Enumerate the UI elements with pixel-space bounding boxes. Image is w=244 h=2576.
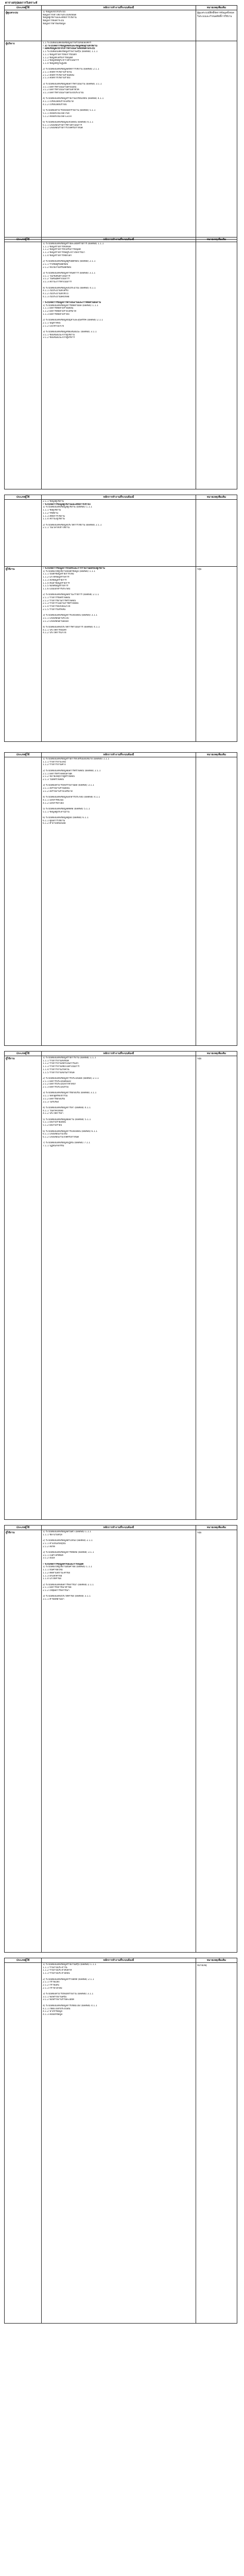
feature-line: 2) ระบบต้องแสดงข้อมูลประวัติการใช้งาน (ผลลัพธ์) 2.1.1: [43, 523, 102, 527]
note-cell: กลุ่ม: [196, 1056, 237, 1520]
note-cell: [196, 757, 237, 1046]
feature-line: 2) ระบบต้องแสดงข้อมูลการประเมินผล (ผลลัพธ์) 2.1.1: [43, 1077, 99, 1080]
feature-line: ข้อมูลผู้ใช้งานและสิทธิ์การใช้งาน: [43, 16, 77, 20]
feature-line: 1.1.3 ข้อมูลรายการที่อยู่ระหว่างพิจารณา: [43, 251, 85, 255]
feature-line: 1.1.2 ติดตามสถานะคำขอ: [43, 1571, 71, 1574]
header-role: ประเภทผู้ใช้: [5, 6, 42, 10]
feature-line: 2.1.1 ผลการพิจารณาคำขอ: [43, 1586, 72, 1589]
feature-line: 2.1.1 ตำแหน่งปัจจุบัน: [43, 1542, 66, 1545]
feature-line: 3.1.2 ข้อเสนอแนะจากผู้บริหาร: [43, 336, 75, 340]
feature-line: 2) ระบบต้องแสดงข้อมูลปัญหาและอุปสรรค (ผลลัพธ์) 2.1.1: [43, 319, 103, 322]
feature-line: 4) ระบบต้องแสดงข้อมูลรายงานเปรียบเทียบ (ผลลัพธ์) 4.1.1: [43, 97, 104, 100]
feature-line: 4.1.2 เปรียบเทียบรายปี: [43, 103, 67, 106]
feature-line: 5.1.2 ผลงานรายปี: [43, 1124, 62, 1127]
feature-line: 3) ระบบต้องแสดงประวัติคำขอ (ผลลัพธ์) 3.1.1: [43, 1595, 91, 1598]
header-note: หมายเหตุเพิ่มเติม: [196, 1052, 237, 1056]
role-cell: [5, 242, 42, 489]
feature-line: 2) ระบบต้องแสดงข้อมูลตำแหน่ง (ผลลัพธ์) 2.1.1: [43, 1539, 93, 1543]
feature-line: 1.1.3 สิทธิ์การใช้งาน: [43, 515, 65, 518]
feature-line: 2.1.1 รายชื่อผู้รับผิดชอบ: [43, 263, 68, 266]
feature-line: 2.1.3 วันที่ตรวจสอบ: [43, 778, 64, 781]
feature-line: 3.1.1 วันเริ่มต้นดำเนินการ: [43, 275, 71, 278]
feature-line: 3) ระบบต้องแสดงข้อมูลการแจ้งเตือน (ผลลัพธ์) 3.1.1: [43, 614, 98, 617]
header-row: [5, 1958, 237, 1963]
feature-line: 4.1.2 งบประมาณที่ใช้ไป: [43, 292, 68, 295]
feature-line: 2.1.2 หน่วยงานที่รับผิดชอบ: [43, 266, 72, 269]
feature-line: 7) ระบบต้องแสดงข้อมูลปฏิทิน (ผลลัพธ์) 7.1.1: [43, 1142, 91, 1145]
feature-line: 1.1.3 ผลการติดตามรายปี: [43, 313, 69, 316]
feature-line: 4.1.2 เอกสารอ้างอิง: [43, 802, 64, 805]
feature-line: 5.1.2 ส่งออกเป็นไฟล์ Excel: [43, 115, 72, 118]
role-cell: ผู้บริหาร: [5, 41, 42, 240]
table-row: [5, 41, 237, 240]
table-row: [5, 1963, 237, 2324]
feature-line: 3) ระบบต้องสามารถพิมพ์รายงาน (ผลลัพธ์) 3.1.1: [43, 1993, 94, 1995]
feature-line: 3.1.2 ส่งรายงานรายไตรมาส: [43, 790, 73, 793]
feature-line: 2.1.2 สังกัด: [43, 1545, 55, 1548]
role-cell: ผู้ใช้งาน: [5, 1530, 42, 1953]
feature-line: 1.1.5 รายการงานที่เกินกำหนด: [43, 1071, 75, 1074]
feature-line: 1) ระบบต้องแสดงข้อมูลรายการงาน (ผลลัพธ์) 1.1.1: [43, 1057, 96, 1059]
feature-line: 3) ระบบต้องแสดงข้อมูลผลการดำเนินงาน (ผลลัพธ์) 3.1.1: [43, 82, 102, 86]
feature-line: 2.1.3 รายการไม่ผ่านการตรวจสอบ: [43, 602, 79, 605]
feature-line: 4) ระบบต้องแสดงข้อมูลงบประมาณ (ผลลัพธ์) 4.1.1: [43, 286, 96, 290]
feature-line: 4.1.2 นำเข้าข้อมูล: [43, 2010, 62, 2013]
feature-line: 1.1.4 ข้อมูลรายการที่ยกเลิก: [43, 254, 72, 257]
feature-line: 1.1.1 บันทึกข้อมูลรายการใหม่: [43, 573, 74, 576]
feature-line: 3.1.3 ผลการดำเนินงานตามงบประมาณ: [43, 91, 84, 94]
note-cell: ผู้ดูแลระบบมีสิทธิ์จัดการข้อมูลทั้งหมดในระบบและกำหนดสิทธิ์การใช้งาน: [196, 10, 237, 41]
feature-line: 1.1.2 รหัสผ่าน: [43, 512, 58, 515]
header-row: [5, 238, 237, 242]
feature-line: 2.1.1 ปัญหาที่พบ: [43, 321, 61, 325]
header-note: หมายเหตุเพิ่มเติม: [196, 1526, 237, 1530]
role-cell: ผู้ดูแลระบบ: [5, 10, 42, 41]
feature-line: 1) ระบบต้องแสดงข้อมูลผู้ใช้งาน (ผลลัพธ์) 1.1.1: [43, 506, 93, 509]
header-row: [5, 753, 237, 757]
requirements-table: [4, 495, 237, 742]
feature-line: 5.1.1 ข้อมูลผู้ประสานงาน: [43, 810, 69, 814]
feature-line: 1.1.6 แนบเอกสารประกอบ: [43, 587, 71, 590]
feature-line: 2.1.3 ผลการประเมินรวม: [43, 1086, 69, 1089]
feature-line: 2) ระบบต้องแสดงข้อมูลสถานะรายการ (ผลลัพธ์) 2.1.1: [43, 594, 99, 597]
header-role: ประเภทผู้ใช้: [5, 753, 42, 757]
header-role: ประเภทผู้ใช้: [5, 238, 42, 242]
feature-line: 1.1.4 สถานะผู้ใช้งาน: [43, 518, 65, 521]
feature-line: ! ระบบจัดการข้อมูลคำขอและการอนุมัติ: [43, 1563, 84, 1566]
feature-line: 1.1.3 รายงานประจำเดือน: [43, 1972, 70, 1975]
note-cell: กลุ่ม: [196, 567, 237, 742]
feature-line: 3) ระบบต้องแสดงข้อมูลข้อเสนอแนะ (ผลลัพธ์) 3.1.1: [43, 331, 97, 333]
feature-line: 6) ระบบต้องแสดงข้อมูลแจ้งเตือน (ผลลัพธ์) 6.1.1: [43, 121, 94, 124]
feature-line: 1.1.1 ชื่อ-นามสกุล: [43, 1533, 62, 1536]
feature-line: 3) ระบบต้องแสดงข้อมูลการฝึกอบรม (ผลลัพธ์) 3.1.1: [43, 1092, 97, 1095]
feature-line: 1.1.1 รายการงานใหม่: [43, 760, 66, 764]
feature-line: 4) ระบบต้องแสดงข้อมูลการเชื่อมโยง (ผลลัพธ์) 4.1.1: [43, 2004, 97, 2007]
header-feature: หลักการทำงานที่ระบบต้องมี: [42, 6, 196, 10]
feature-line: 1.1 ระบบต้องแสดงผลข้อมูลภาพรวมขององค์กร: [43, 42, 91, 44]
feature-line: 3.1.1 ผลการดำเนินงานตามแผน: [43, 86, 77, 89]
header-note: หมายเหตุเพิ่มเติม: [196, 6, 237, 10]
header-feature: หลักการทำงานที่ระบบต้องมี: [42, 495, 196, 500]
feature-line: 4.1.1 ประวัติการบันทึก: [43, 629, 67, 632]
feature-cell: [42, 10, 196, 41]
note-cell: กลุ่ม: [196, 1530, 237, 1953]
feature-line: 5.1.1 ส่งออกเป็นไฟล์ PDF: [43, 112, 70, 115]
feature-cell: [42, 242, 196, 489]
feature-line: 2.1.2 เหตุผลการพิจารณา: [43, 1589, 69, 1592]
feature-line: 3.1.2 ผลการฝึกอบรม: [43, 1097, 65, 1100]
feature-line: 4.1.1 เอกสารที่แนบ: [43, 799, 64, 802]
feature-cell: [42, 757, 196, 1046]
feature-line: 2.1.1 สถิติการใช้งานรายวัน: [43, 71, 72, 74]
feature-line: 2.1.1 ผลการตรวจสอบล่าสุด: [43, 772, 72, 775]
feature-line: 1) ระบบต้องแสดงข้อมูลรายละเอียดรายการ (ผลลัพธ์) 1.1.1: [43, 243, 104, 245]
header-note: หมายเหตุเพิ่มเติม: [196, 238, 237, 242]
feature-line: 4.1.3 ส่งออกข้อมูล: [43, 2013, 63, 2016]
feature-line: 1.1.2 ข้อมูลรายการที่ได้รับการอนุมัติ: [43, 248, 81, 251]
feature-line: 2.1.2 กราฟเส้น: [43, 1984, 59, 1987]
feature-line: 6) ระบบต้องแสดงข้อมูลคู่มือ (ผลลัพธ์) 6.1.1: [43, 816, 89, 819]
feature-line: 1.1.1 ยื่นคำขอใหม่: [43, 1569, 63, 1572]
header-note: หมายเหตุเพิ่มเติม: [196, 495, 237, 500]
header-feature: หลักการทำงานที่ระบบต้องมี: [42, 238, 196, 242]
feature-line: ข้อมูลการตั้งค่าระบบ: [43, 20, 64, 23]
feature-line: 1.1.3 รายการงานที่ยังไม่ดำเนินการ: [43, 1065, 80, 1069]
role-cell: ผู้ใช้งาน: [5, 567, 42, 742]
feature-line: 1.1.1 รายงานประจำวัน: [43, 1966, 67, 1969]
requirements-table: [4, 237, 237, 489]
feature-line: ! 2) ระบบจัดการข้อมูลหลักและข้อมูลพื้นฐานที่ใช้งาน: [43, 44, 97, 47]
feature-line: ! ระบบจัดการข้อมูลการบันทึกและการรายงานผลของผู้ใช้งาน: [43, 567, 105, 570]
feature-line: 4.1.2 ประวัติการลา: [43, 1112, 63, 1115]
requirements-table: [4, 1958, 237, 2324]
header-feature: หลักการทำงานที่ระบบต้องมี: [42, 1526, 196, 1530]
header-note: หมายเหตุเพิ่มเติม: [196, 753, 237, 757]
table-row: [5, 757, 237, 1046]
table-row: [5, 1056, 237, 1520]
header-row: [5, 495, 237, 500]
feature-line: 6.1.2 คำถามที่พบบ่อย: [43, 822, 66, 825]
feature-line: 1.1.2 ข้อมูลที่ได้รับการอนุมัติ: [43, 56, 73, 59]
feature-line: 3.1.2 แจ้งเตือนผ่านอีเมล: [43, 620, 69, 623]
header-feature: หลักการทำงานที่ระบบต้องมี: [42, 1052, 196, 1056]
feature-line: 4) ระบบต้องแสดงข้อมูลเอกสารประกอบ (ผลลัพธ์) 4.1.1: [43, 796, 100, 799]
feature-line: 6.1.1 แจ้งเตือนงานใหม่: [43, 1133, 67, 1136]
feature-line: 1.1.5 พิมพ์ข้อมูลรายการ: [43, 585, 68, 588]
feature-line: 2.1.2 รายการผ่านการตรวจสอบ: [43, 599, 76, 602]
feature-line: 2) ระบบต้องแสดงผลการพิจารณา (ผลลัพธ์) 2.1.1: [43, 1583, 94, 1586]
feature-line: 2) ระบบต้องแสดงข้อมูลผู้รับผิดชอบ (ผลลัพธ์) 2.1.1: [43, 260, 96, 263]
feature-line: 6.1.1 คู่มือการใช้งาน: [43, 819, 65, 822]
feature-cell: [42, 1963, 196, 2324]
feature-line: 1) ข้อมูลเกี่ยวกับระบบ: [43, 11, 66, 13]
header-row: [5, 1052, 237, 1056]
feature-line: 1.1.2 รายการงานที่ดำเนินการแล้ว: [43, 1062, 79, 1065]
feature-line: 3.1.1 คำขอที่ผ่านมา: [43, 1598, 64, 1601]
feature-line: 2.1.2 แนวทางแก้ไข: [43, 325, 64, 328]
feature-line: 3.1.1 หลักสูตรที่เข้าร่วม: [43, 1095, 68, 1098]
feature-cell: [42, 1530, 196, 1953]
feature-line: 1.1.2 แก้ไขข้อมูลรายการ: [43, 576, 69, 579]
header-feature: หลักการทำงานที่ระบบต้องมี: [42, 753, 196, 757]
feature-line: 2) ระบบต้องแสดงข้อมูลกราฟสถิติ (ผลลัพธ์) 2.1.1: [43, 1978, 94, 1981]
note-cell: [196, 41, 237, 240]
feature-line: 3.1.1 ส่งรายงานรายเดือน: [43, 787, 70, 790]
feature-line: ! ระบบจัดการข้อมูลผู้ใช้งานและสิทธิ์การเข้าถึง: [43, 503, 91, 506]
feature-line: 5) ระบบต้องแสดงข้อมูลผลงาน (ผลลัพธ์) 5.1.1: [43, 1118, 91, 1121]
feature-line: 2.1.4 รายการส่งกลับแก้ไข: [43, 605, 71, 608]
header-feature: หลักการทำงานที่ระบบต้องมี: [42, 1958, 196, 1963]
feature-line: 1.1.1 ข้อมูลรายการทั้งหมด: [43, 245, 71, 248]
feature-line: 3.1.2 ผลการดำเนินงานตามตัวชี้วัด: [43, 89, 79, 92]
feature-line: 4.1.1 วันลาคงเหลือ: [43, 1109, 63, 1112]
table-row: [5, 567, 237, 742]
feature-line: 2.1.2 สถิติการใช้งานรายเดือน: [43, 74, 75, 77]
feature-cell: [42, 500, 196, 567]
feature-line: 3) ระบบต้องแสดงข้อมูลกำหนดการ (ผลลัพธ์) 3.1.1: [43, 272, 96, 275]
feature-line: 3.1.1 ข้อเสนอแนะจากผู้ใช้งาน: [43, 333, 75, 336]
header-role: ประเภทผู้ใช้: [5, 495, 42, 500]
feature-line: 4) ระบบต้องแสดงประวัติการดำเนินการ (ผลลัพธ์) 4.1.1: [43, 626, 100, 629]
header-role: ประเภทผู้ใช้: [5, 1052, 42, 1056]
feature-line: 1.1.2 รายการงานค้าง: [43, 764, 66, 767]
feature-line: ข้อมูลการเข้าใช้งานระบบทั้งหมด: [43, 13, 77, 16]
requirements-table: [4, 1051, 237, 1520]
table-row: [5, 500, 237, 567]
header-note: หมายเหตุเพิ่มเติม: [196, 1958, 237, 1963]
requirements-table: [4, 752, 237, 1046]
feature-line: ข้อมูลการสำรองข้อมูล: [43, 22, 66, 25]
feature-line: 1.1.3 ลบข้อมูลรายการ: [43, 579, 67, 582]
feature-line: 1.1.3 ข้อมูลที่อยู่ระหว่างดำเนินการ: [43, 59, 79, 62]
feature-line: 2.1.1 กราฟแท่ง: [43, 1981, 60, 1984]
note-cell: [196, 242, 237, 489]
header-row: [5, 6, 237, 10]
feature-line: 2.1.5 รายการเสร็จสิ้น: [43, 608, 66, 611]
header-role: ประเภทผู้ใช้: [5, 1526, 42, 1530]
feature-line: 6.1.2 แจ้งเตือนรายการใกล้ครบกำหนด: [43, 127, 83, 130]
feature-line: 1) ระบบต้องให้ผู้ใช้งานบันทึกข้อมูล (ผลลัพธ์) 1.1.1: [43, 570, 96, 573]
feature-line: 2) ระบบต้องแสดงข้อมูลผลการตรวจสอบ (ผลลัพธ์) 2.1.1: [43, 769, 101, 772]
feature-line: ! แสดงข้อมูลเกี่ยวกับการดำเนินงานทั้งหมดในระบบ: [43, 47, 95, 50]
role-cell: [5, 500, 42, 567]
feature-cell: [42, 1056, 196, 1520]
requirements-table: [4, 1525, 237, 1953]
feature-line: 3.1.1 เบอร์โทรศัพท์: [43, 1554, 63, 1557]
feature-line: 4.1.3 งบประมาณคงเหลือ: [43, 295, 69, 298]
feature-line: 1.1.2 ผลการติดตามรายไตรมาส: [43, 310, 76, 313]
feature-cell: [42, 567, 196, 742]
feature-line: 2.1.2 หมายเหตุจากผู้ตรวจสอบ: [43, 775, 75, 778]
feature-line: 1.1 ระบบต้องแสดงข้อมูลรายงานสรุป (ผลลัพธ์) 1.1.1: [43, 50, 98, 54]
role-cell: [5, 757, 42, 1046]
feature-line: 6.1.2 แจ้งเตือนงานใกล้ครบกำหนด: [43, 1136, 79, 1139]
feature-line: 2.1.1 รายการรอตรวจสอบ: [43, 597, 71, 600]
feature-line: 1) ระบบต้องให้ผู้ใช้งานยื่นคำขอ (ผลลัพธ์) 1.1.1: [43, 1566, 92, 1569]
requirements-table: [4, 5, 237, 240]
feature-cell: [42, 41, 196, 240]
feature-line: 4) ระบบต้องแสดงข้อมูลการลา (ผลลัพธ์) 4.1.1: [43, 1106, 91, 1109]
feature-line: 2.1.1 ข้อมูลผู้ใช้งาน: [43, 500, 64, 503]
feature-line: 1) ระบบต้องแสดงข้อมูลรายงานสรุป (ผลลัพธ์) 1.1.1: [43, 1963, 96, 1966]
feature-line: 4.1.1 เชื่อมโยงกับระบบอื่น: [43, 2007, 71, 2010]
table-row: [5, 1530, 237, 1953]
feature-line: 1.1.1 ผลการติดตามรายเดือน: [43, 307, 74, 310]
feature-line: 2.1.1 วันเวลาที่เข้าใช้งาน: [43, 527, 70, 530]
feature-line: 3.1.2 วันสิ้นสุดดำเนินการ: [43, 278, 69, 281]
feature-line: 3.1.3 สถานะการดำเนินการ: [43, 281, 72, 284]
feature-line: 1.1.1 รายการงานทั้งหมด: [43, 1059, 69, 1062]
feature-line: 3.1.2 อีเมล: [43, 1557, 55, 1560]
feature-line: 6) ระบบต้องแสดงข้อมูลการแจ้งเตือน (ผลลัพธ์) 6.1.1: [43, 1130, 98, 1133]
feature-line: 6.1.1 แจ้งเตือนรายการค้างดำเนินการ: [43, 124, 82, 127]
feature-line: 1.1.1 ชื่อผู้ใช้งาน: [43, 509, 61, 512]
feature-line: 3.1.1 พิมพ์รายงานสรุป: [43, 1995, 67, 1998]
feature-line: 3.1.1 แจ้งเตือนผ่านระบบ: [43, 617, 69, 620]
feature-line: 1.1.1 ข้อมูลรายการที่มีการบันทึก: [43, 53, 77, 56]
feature-line: 1) ระบบต้องแสดงข้อมูลรายการที่ได้รับมอบหมาย (ผลลัพธ์) 1.1.1: [43, 758, 110, 760]
feature-line: 5.1.1 ผลงานรายเดือน: [43, 1121, 66, 1124]
feature-line: 1.1.3 ยกเลิกคำขอ: [43, 1574, 62, 1578]
feature-line: 1.1.4 ข้อมูลที่ถูกปฏิเสธ: [43, 62, 67, 65]
feature-line: 3) ระบบต้องสามารถส่งรายงานผล (ผลลัพธ์) 3.1.1: [43, 784, 94, 787]
feature-line: 1) ระบบต้องแสดงข้อมูลการติดตามผล (ผลลัพธ์) 1.1.1: [43, 304, 98, 307]
table-row: [5, 242, 237, 489]
feature-line: 1.1.4 รายการงานเร่งด่วน: [43, 1068, 69, 1071]
role-cell: ผู้ใช้งาน: [5, 1056, 42, 1520]
feature-line: 2.1.3 กราฟวงกลม: [43, 1987, 62, 1990]
feature-line: 1.1.4 แก้ไขคำขอ: [43, 1578, 61, 1581]
feature-line: 3.1.2 พิมพ์รายงานรายละเอียด: [43, 1998, 74, 2002]
feature-line: 3.1.3 ใบรับรอง: [43, 1100, 59, 1104]
feature-line: 7.1.1 ปฏิทินกิจกรรม: [43, 1145, 64, 1147]
feature-line: 5) ระบบต้องแสดงข้อมูลติดต่อ (ผลลัพธ์) 5.1.1: [43, 807, 90, 810]
role-cell: [5, 1963, 42, 2324]
feature-line: 3) ระบบต้องแสดงข้อมูลการติดต่อ (ผลลัพธ์) 3.1.1: [43, 1551, 94, 1554]
feature-line: 2.1.1 ผลการประเมินตนเอง: [43, 1080, 71, 1083]
header-row: [5, 1526, 237, 1530]
feature-line: 4.1.2 ประวัติการแก้ไข: [43, 632, 66, 635]
note-cell: [196, 500, 237, 567]
table-caption: ตารางสรุปผลการวิเคราะห์: [5, 2, 38, 5]
feature-line: 1.1.2 รายงานประจำสัปดาห์: [43, 1969, 72, 1972]
feature-line: 5) ระบบต้องสามารถส่งออกรายงาน (ผลลัพธ์) 5.1.1: [43, 109, 96, 112]
feature-line: 4.1.1 เปรียบเทียบรายไตรมาส: [43, 100, 74, 104]
table-row: [5, 10, 237, 41]
feature-line: 2.1.2 ผลการประเมินจากหัวหน้า: [43, 1083, 76, 1086]
feature-line: 2) ระบบต้องแสดงข้อมูลสถิติการใช้งาน (ผลลัพธ์) 2.1.1: [43, 68, 99, 71]
feature-line: 2.1.3 สถิติการใช้งานรายปี: [43, 77, 71, 80]
feature-line: 1.1.4 ค้นหาข้อมูลรายการ: [43, 582, 70, 585]
feature-line: ! ระบบจัดการข้อมูลการดำเนินงานและการติดตามผลงาน: [43, 301, 101, 304]
header-role: ประเภทผู้ใช้: [5, 1958, 42, 1963]
note-cell: หมายเหตุ: [196, 1963, 237, 2324]
feature-line: 1) ระบบต้องแสดงข้อมูลส่วนตัว (ผลลัพธ์) 1.1.1: [43, 1531, 92, 1533]
feature-line: 4.1.1 งบประมาณที่ได้รับ: [43, 290, 68, 293]
